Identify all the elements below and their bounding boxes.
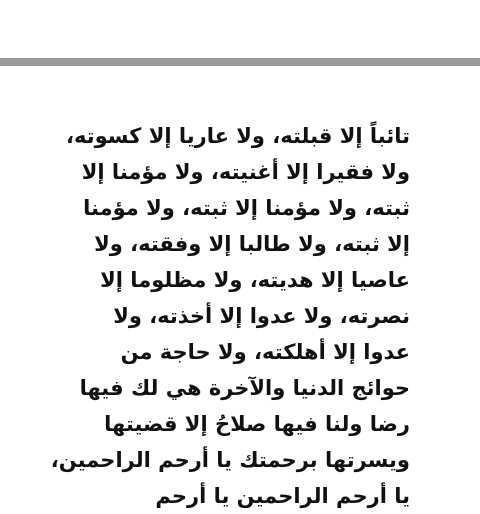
text-line: عاصيا إلا هديته، ولا مظلوما إلا	[100, 268, 410, 292]
text-line: رضا ولنا فيها صلاحُ إلا قضيتها	[104, 412, 410, 436]
text-line: عدوا إلا أهلكته، ولا حاجة من	[120, 340, 410, 364]
text-line: ثبته، ولا مؤمنا إلا ثبته، ولا مؤمنا	[83, 196, 410, 220]
text-line: يا أرحم الراحمين يا أرحم	[155, 484, 410, 508]
text-line: ويسرتها برحمتك يا أرحم الراحمين،	[50, 448, 410, 472]
text-line: نصرته، ولا عدوا إلا أخذته، ولا	[113, 304, 410, 328]
text-line: ولا فقيرا إلا أغنيته، ولا مؤمنا إلا	[81, 160, 410, 184]
text-line: إلا ثبته، ولا طالبا إلا وفقته، ولا	[94, 232, 410, 256]
text-line: حوائج الدنيا والآخرة هي لك فيها	[79, 376, 410, 400]
header-divider-bar	[0, 58, 480, 66]
text-line: تائباً إلا قبلته، ولا عاريا إلا كسوته،	[66, 124, 410, 148]
arabic-prayer-text	[50, 118, 410, 514]
